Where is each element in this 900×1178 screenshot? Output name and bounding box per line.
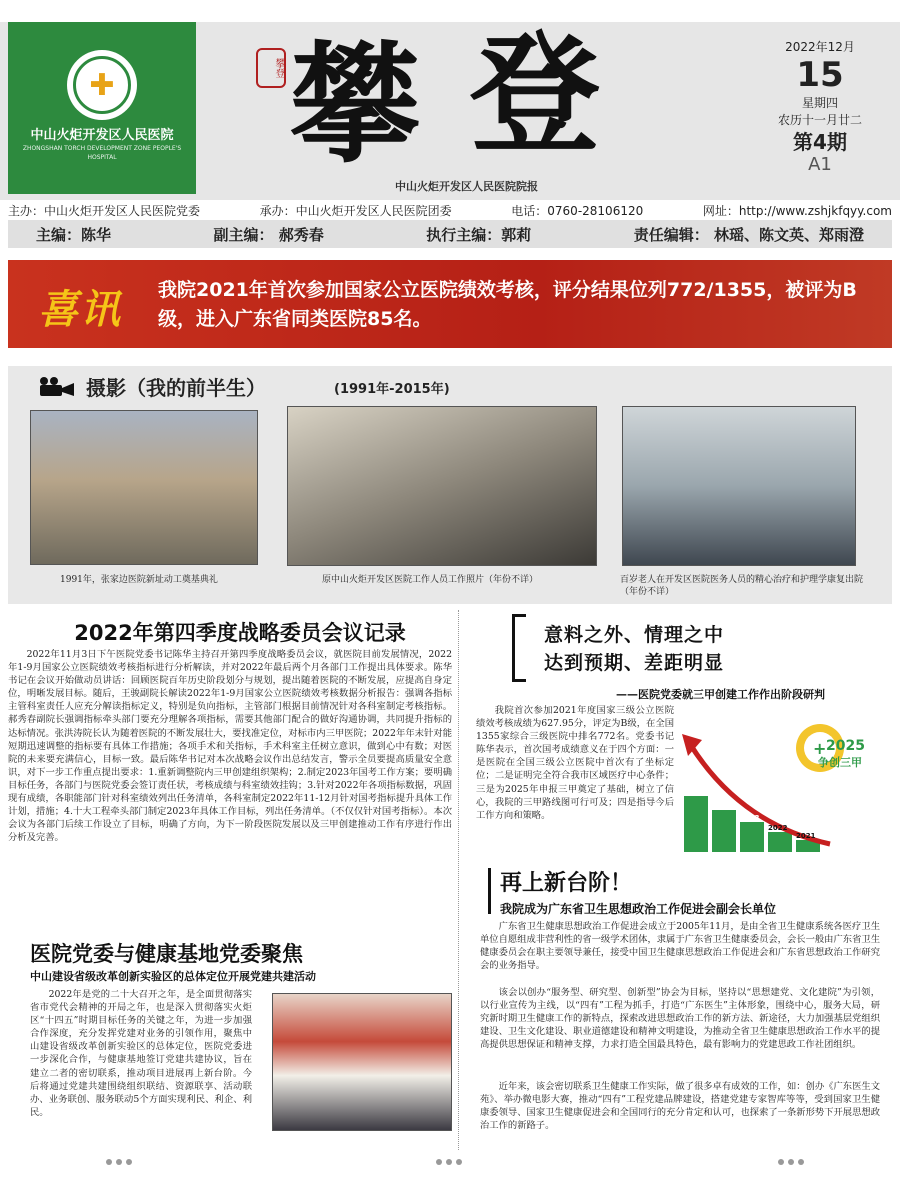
headline-bar xyxy=(488,868,491,914)
article2-title: 医院党委与健康基地党委聚焦 xyxy=(30,942,303,966)
footer-dots-left xyxy=(104,1150,134,1169)
phone: 电话：0760-28106120 xyxy=(511,204,644,218)
bar-label-2022: 2022 xyxy=(768,824,788,832)
hospital-name-en: ZHONGSHAN TORCH DEVELOPMENT ZONE PEOPLE'S HOSPITAL xyxy=(22,145,182,161)
executive-editor: 执行主编：郭莉 xyxy=(426,225,532,244)
column-divider xyxy=(458,610,459,1150)
article4-subtitle: 我院成为广东省卫生思想政治工作促进会副会长单位 xyxy=(500,902,777,916)
graphic-slogan: 争创三甲 xyxy=(818,756,862,769)
bar-label-2021: 2021 xyxy=(796,832,816,840)
sponsor: 主办：中山火炬开发区人民医院党委 xyxy=(8,204,201,218)
editor-row xyxy=(8,220,892,248)
photo-staff-work xyxy=(287,406,597,566)
newspaper-subtitle: 中山火炬开发区人民医院院报 xyxy=(395,180,538,193)
article3-subtitle: ——医院党委就三甲创建工作作出阶段研判 xyxy=(616,688,825,701)
hospital-logo xyxy=(67,50,137,120)
article3-headline-2: 达到预期、差距明显 xyxy=(544,652,725,674)
article4-title: 再上新台阶！ xyxy=(500,871,633,896)
good-news-text: 我院2021年首次参加国家公立医院绩效考核，评分结果位列772/1355，被评为B级，进入广东省同类医院85名。 xyxy=(158,279,857,330)
red-seal: 攀登 xyxy=(256,48,286,88)
photo-section-title: 摄影（我的前半生） xyxy=(86,376,266,400)
date-block xyxy=(760,38,880,175)
article1-body: 2022年11月3日下午医院党委书记陈华主持召开第四季度战略委员会议，就医院目前发展情况，2022年1-9月国家公立医院绩效考核指标进行分析解读，并对2022年最后两个月各部门工作提出具体要求。陈华书记在会议开始做动员讲话：回顾医院百年历史阶段划分与规划，提出随着医院的不断发展，应提高自身定位，明晰发展目标。随后，王骏副院长解读2022年1-9月国家公立医院绩效考核数据分析报告：强调各指标主管科室责任人应充分解读指标定义，特别是负向指标，主管部门根据目前情况针对各科室制定考核指标。郝秀春副院长强调指标牵头部门要充分理解各项指标，需要其他部门配合的做好沟通协调，共同提升指标的达标情况。张洪涛院长认为随着医院的不断发展壮大，要找准定位，对标市内三甲医院；2022年年末针对能短期迅速调整的指标要有具体工作措施；各项手术和关指标，手术科室主任树立意识，做到心中有数；对医院的未来要充满信心，目标一致。最后陈华书记对本次战略会议作出总结发言，警示全员要提高质量安全意识，对下一步工作重点提出要求：1.重新调整院内三甲创建组织架构；2.制定2023年国考工作方案；要明确目标任务，各部门与医院党委会签订责任状，考核成绩与科室绩效挂钩；3.针对2022年各项指标数据，巩固现有成绩，各职能部门针对科室绩效列出任务清单，各科室制定2022年11-12月针对国考指标提升具体工作计划，措施；4.十大工程牵头部门制定2023年具体工作目标，列出任务清单。（不仅仅针对国考指标）。本次会议为各部门后续工作设立了目标，明确了方向，为下一阶段医院发展以及三甲创建推动工作有序进行作出分析及完善。 xyxy=(8,649,452,844)
caption-groundbreaking: 1991年，张家边医院新址动工奠基典礼 xyxy=(60,575,218,585)
title-char-1: 攀 xyxy=(290,28,421,181)
article2-subtitle: 中山建设省级改革创新实验区的总体定位开展党建共建活动 xyxy=(30,970,316,983)
chief-editor: 主编：陈华 xyxy=(36,225,112,244)
article4-body-3: 近年来，该会密切联系卫生健康工作实际，做了很多卓有成效的工作，如：创办《广东医生文苑》、举办微电影大赛，推动“四有”工程党建品牌建设，搭建党建专家智库等等，受到国家卫生健康委领导、国家卫生健康促进会和全国同行的充分肯定和认可，也探索了一条新形势下开展思想政治工作的新路子。 xyxy=(480,1081,880,1132)
footer-dots-center xyxy=(434,1150,464,1169)
photo-party-building-signing xyxy=(272,993,452,1131)
svg-text:+: + xyxy=(813,739,827,758)
photo-section-header xyxy=(8,366,892,404)
photo-section-years: (1991年-2015年) xyxy=(334,382,450,397)
bar-label-2023: 2023 xyxy=(740,814,760,822)
bar-label-2024: 2024 xyxy=(712,802,732,810)
footer-dots-right xyxy=(776,1150,806,1169)
article4-body-2: 该会以创办“服务型、研究型、创新型”协会为目标，坚持以“思想建党、文化建院”为引领，以行业宣传为主线，以“四有”工程为抓手，打造“广东医生”主体形象，围绕中心，服务大局，研究新时期卫生健康工作的新特点，探索改进思想政治工作的新方法、新途径，大力加强基层党组织建设、卫生文化建设、职业道德建设和精神文明建设，为推动全省卫生健康思想政治工作水平的提高提供思想保证和精神支撑，力求打造全国最具特色，最有影响力的党建思政工作社团组织。 xyxy=(480,987,880,1051)
caption-staff-work: 原中山火炬开发区医院工作人员工作照片（年份不详） xyxy=(322,575,539,585)
article4-body-1: 广东省卫生健康思想政治工作促进会成立于2005年11月，是由全省卫生健康系统各医疗卫生单位自愿组成非营利性的省一级学术团体，隶属于广东省卫生健康委员会，会长一般由广东省卫生健康委员会在职主要领导兼任，接受中国卫生健康思想政治工作促进会和广东省思想政治工作研究会的业务指导。 xyxy=(480,921,880,972)
headline-bracket xyxy=(512,614,526,682)
photo-groundbreaking xyxy=(30,410,258,565)
lunar-date: 农历十一月廿二 xyxy=(777,113,862,127)
good-news-label: 喜讯 xyxy=(38,286,122,333)
photo-elderly-patient xyxy=(622,406,856,566)
day: 15 xyxy=(796,55,844,95)
article3-headline-1: 意料之外、情理之中 xyxy=(544,624,725,646)
article1-title: 2022年第四季度战略委员会议记录 xyxy=(74,621,406,645)
hospital-logo-block xyxy=(8,22,196,194)
tertiary-hospital-graphic xyxy=(680,704,876,852)
article2-body: 2022年是党的二十大召开之年，是全面贯彻落实省市党代会精神的开局之年，也是深入贯彻落实火炬区“十四五”时期目标任务的关键之年，为进一步加强合作深度，充分发挥党建对业务的引领作用，聚焦中山建设省级改革创新实验区的总体定位，医院党委进一步深化合作，与健康基地签订党建共建协议，旨在建立二者的密切联系，推动项目进展再上新台阶。今后将通过党建共建围绕组织联结、资源联享、活动联办、业务联创、服务联动5个方面实现利民、利企、利民。 xyxy=(30,989,252,1118)
website[interactable]: 网址：http://www.zshjkfqyy.com xyxy=(702,204,892,218)
deputy-editor: 副主编： 郝秀春 xyxy=(213,225,324,244)
caption-elderly-patient: 百岁老人在开发区医院医务人员的精心治疗和护理学康复出院（年份不详） xyxy=(620,575,864,597)
bar-label-2025: 2025 xyxy=(684,788,704,796)
page-number: A1 xyxy=(808,154,832,175)
info-row xyxy=(8,202,892,219)
weekday: 星期四 xyxy=(801,96,838,110)
video-camera-icon xyxy=(38,376,76,396)
issue-number: 第4期 xyxy=(793,130,847,154)
cross-icon: ✚ xyxy=(73,56,131,114)
article3-body: 我院首次参加2021年度国家三级公立医院绩效考核成绩为627.95分，评定为B级，在全国1355家综合三级医院中排名772名。党委书记陈华表示，首次国考成绩意义在于四个方面：一是医院在全国三级公立医院中首次有了坐标定位；二是证明完全符合我市区域医疗中心条件；三是为2025年申报三甲奠定了基础，树立了信心，我院的三甲路线图可行可及；四是指导今后工作方向和策略。 xyxy=(476,705,674,821)
graphic-year: 2025 xyxy=(826,738,865,754)
year-month: 2022年12月 xyxy=(785,40,855,54)
responsible-editors: 责任编辑： 林瑶、陈文英、郑雨澄 xyxy=(633,225,864,244)
organizer: 承办：中山火炬开发区人民医院团委 xyxy=(259,204,452,218)
title-char-2: 登 xyxy=(470,18,601,171)
good-news-banner xyxy=(8,260,892,348)
hospital-name: 中山火炬开发区人民医院 xyxy=(30,128,174,143)
